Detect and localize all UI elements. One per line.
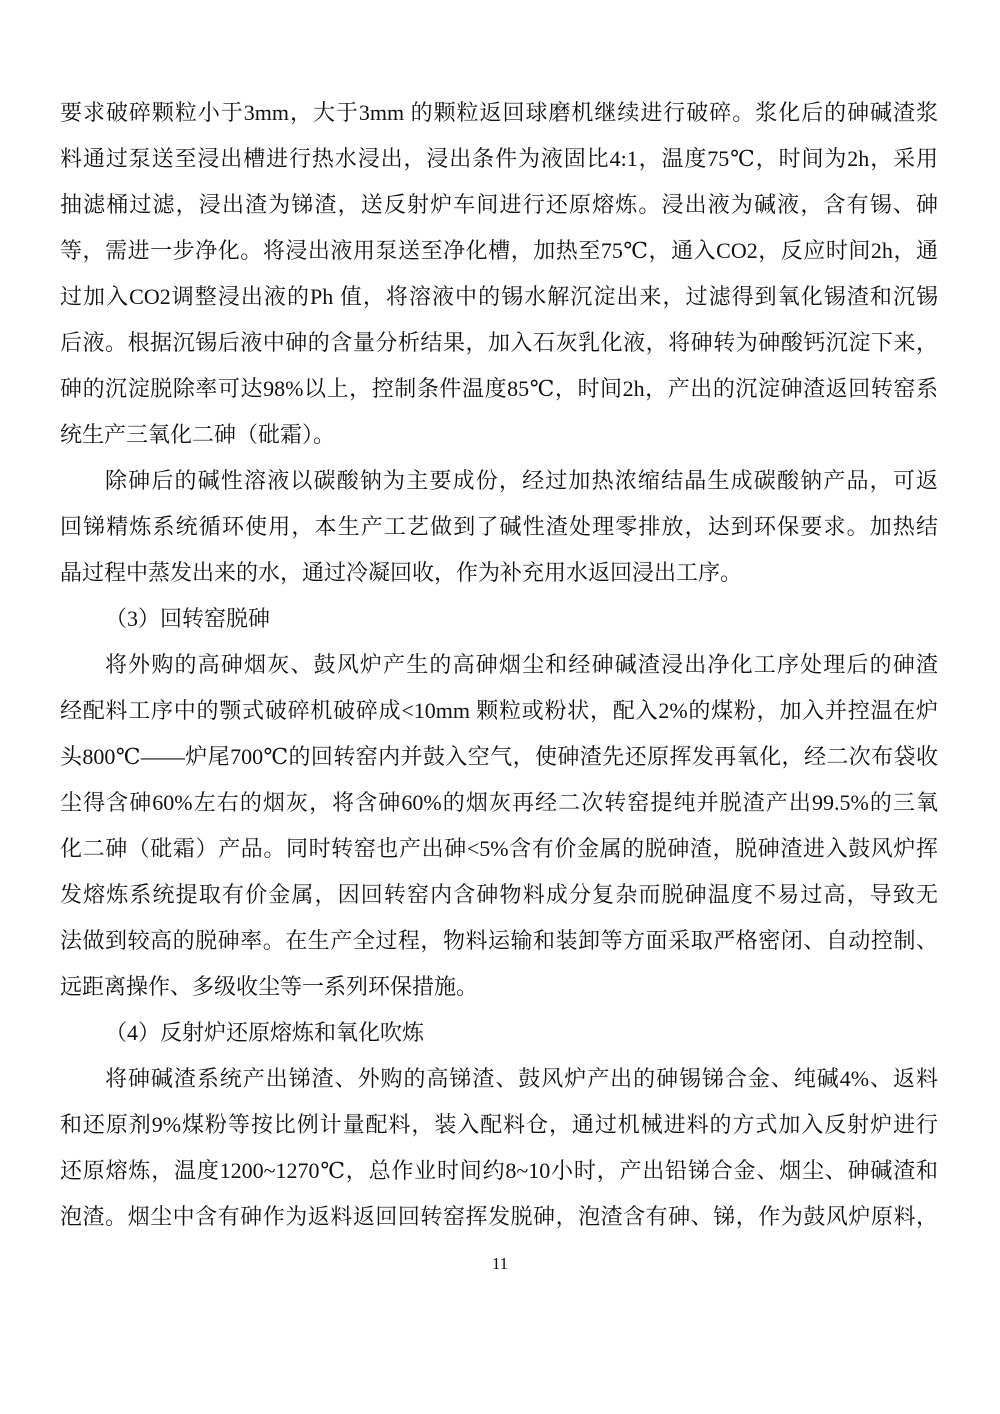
text-line: 远距离操作、多级收尘等一系列环保措施。: [60, 974, 479, 999]
text-line: 经配料工序中的颚式破碎机破碎成<10mm 颗粒或粉状，配入2%的煤粉，加入并控温在炉: [60, 698, 938, 723]
text-line: 要求破碎颗粒小于3mm，大于3mm 的颗粒返回球磨机继续进行破碎。浆化后的砷碱渣浆: [60, 100, 938, 125]
text-line: 回锑精炼系统循环使用，本生产工艺做到了碱性渣处理零排放，达到环保要求。加热结: [60, 514, 938, 539]
section-heading: （4）反射炉还原熔炼和氧化吹炼: [105, 1020, 425, 1045]
text-line: 统生产三氧化二砷（砒霜）。: [60, 422, 336, 447]
text-line: 晶过程中蒸发出来的水，通过冷凝回收，作为补充用水返回浸出工序。: [60, 560, 743, 585]
text-line: 还原熔炼，温度1200~1270℃，总作业时间约8~10小时，产出铅锑合金、烟尘、砷碱渣和: [60, 1158, 938, 1183]
text-line: 抽滤桶过滤，浸出渣为锑渣，送反射炉车间进行还原熔炼。浸出液为碱液，含有锡、砷: [60, 192, 938, 217]
page-number: 11: [491, 1254, 509, 1273]
text-line: 砷的沉淀脱除率可达98%以上，控制条件温度85℃，时间2h，产出的沉淀砷渣返回转窑系: [60, 376, 938, 401]
text-line: 化二砷（砒霜）产品。同时转窑也产出砷<5%含有价金属的脱砷渣，脱砷渣进入鼓风炉挥: [60, 836, 938, 861]
text-line: 头800℃——炉尾700℃的回转窑内并鼓入空气，使砷渣先还原挥发再氧化，经二次布袋收: [60, 744, 938, 769]
text-line: 除砷后的碱性溶液以碳酸钠为主要成份，经过加热浓缩结晶生成碳酸钠产品，可返: [105, 468, 938, 493]
text-line: 将砷碱渣系统产出锑渣、外购的高锑渣、鼓风炉产出的砷锡锑合金、纯碱4%、返料: [105, 1066, 938, 1091]
text-line: 过加入CO2调整浸出液的Ph 值，将溶液中的锡水解沉淀出来，过滤得到氧化锡渣和沉锡: [60, 284, 938, 309]
text-block: [60, 90, 938, 1240]
text-line: 泡渣。烟尘中含有砷作为返料返回回转窑挥发脱砷，泡渣含有砷、锑，作为鼓风炉原料，: [60, 1204, 938, 1229]
text-line: 等，需进一步净化。将浸出液用泵送至净化槽，加热至75℃，通入CO2，反应时间2h，通: [60, 238, 938, 263]
text-line: 料通过泵送至浸出槽进行热水浸出，浸出条件为液固比4:1，温度75℃，时间为2h，采用: [60, 146, 938, 171]
text-line: 法做到较高的脱砷率。在生产全过程，物料运输和装卸等方面采取严格密闭、自动控制、: [60, 928, 938, 953]
section-heading: （3）回转窑脱砷: [105, 606, 271, 631]
text-line: 后液。根据沉锡后液中砷的含量分析结果，加入石灰乳化液，将砷转为砷酸钙沉淀下来，: [60, 330, 938, 355]
text-line: 和还原剂9%煤粉等按比例计量配料，装入配料仓，通过机械进料的方式加入反射炉进行: [60, 1112, 938, 1137]
text-line: 发熔炼系统提取有价金属，因回转窑内含砷物料成分复杂而脱砷温度不易过高，导致无: [60, 882, 938, 907]
text-line: 尘得含砷60%左右的烟灰，将含砷60%的烟灰再经二次转窑提纯并脱渣产出99.5%的三氧: [60, 790, 938, 815]
text-line: 将外购的高砷烟灰、鼓风炉产生的高砷烟尘和经砷碱渣浸出净化工序处理后的砷渣: [105, 652, 938, 677]
